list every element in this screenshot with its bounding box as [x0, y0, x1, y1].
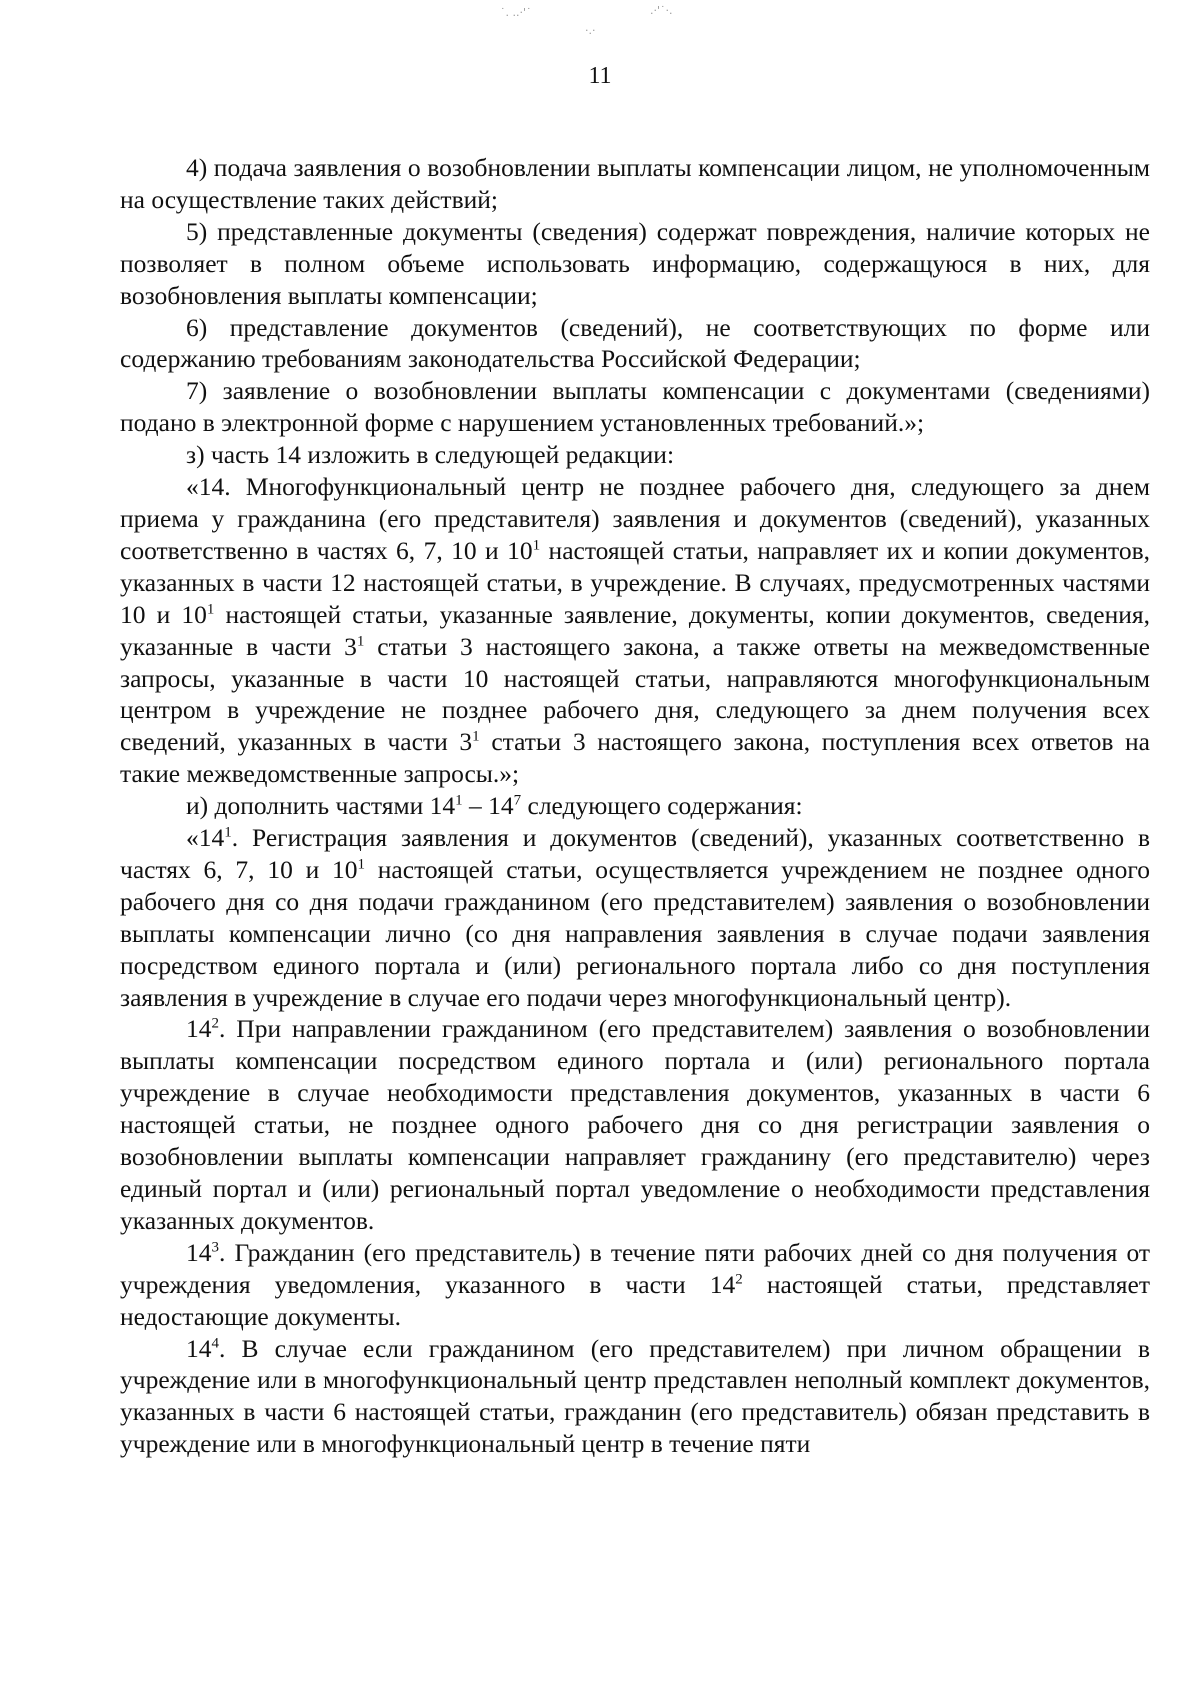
text-run: з) часть 14 изложить в следующей редакции: — [186, 440, 675, 470]
scan-speck: .·'˙·. — [650, 4, 673, 17]
superscript: 7 — [513, 792, 522, 809]
paragraph — [120, 312, 1150, 376]
text-run: настоящей статьи, указанные заявление, документы, копии документов, сведения, указанные в части 3 — [120, 599, 1150, 661]
paragraph — [120, 439, 1150, 471]
superscript: 4 — [211, 1335, 219, 1352]
text-run: 14 — [186, 1237, 212, 1267]
superscript: 1 — [356, 633, 365, 650]
superscript: 1 — [472, 728, 480, 745]
superscript: 1 — [532, 537, 541, 554]
text-run: 4) подача заявления о возобновлении выплаты компенсации лицом, не уполномоченным на осуществление таких действий; — [120, 153, 1150, 214]
text-run: и) дополнить частями 14 — [186, 791, 456, 821]
text-run: «14 — [186, 823, 225, 853]
text-run: 5) представленные документы (сведения) содержат повреждения, наличие которых не позволяет в полном объеме использовать информацию, содержащуюся в них, для возобновления выплаты компенсации; — [120, 216, 1150, 310]
text-run: 14 — [186, 1333, 212, 1363]
superscript: 3 — [211, 1239, 219, 1256]
text-run: «14. Многофункциональный центр не позднее рабочего дня, следующего за днем приема у гражданина (его представителя) заявления и документов (сведений), указанных соответственно в частях 6, 7, 10 и 10 — [120, 472, 1150, 565]
superscript: 1 — [455, 792, 463, 809]
paragraph — [120, 375, 1150, 439]
paragraph — [120, 1013, 1150, 1236]
text-run: – 14 — [462, 791, 514, 821]
text-run: статьи 3 настоящего закона, поступления всех ответов на такие межведомственные запросы.»; — [120, 727, 1150, 789]
text-run: 6) представление документов (сведений), не соответствующих по форме или содержанию требованиям законодательства Российской Федерации; — [120, 312, 1150, 374]
text-run: 7) заявление о возобновлении выплаты компенсации с документами (сведениями) подано в электронной форме с нарушением установленных требований.»; — [120, 376, 1150, 438]
page-number: 11 — [588, 63, 612, 89]
text-run: следующего содержания: — [521, 791, 803, 821]
text-run: статьи 3 настоящего закона, а также ответы на межведомственные запросы, указанные в части 10 настоящей статьи, направляются многофункциональным центром в учреждение не позднее рабочего дня, следующего за днем получения всех сведений, указанных в части 3 — [120, 631, 1150, 757]
paragraph — [120, 152, 1150, 216]
text-run: настоящей статьи, осуществляется учреждением не позднее одного рабочего дня со дня подачи гражданином (его представителем) заявления о возобновлении выплаты компенсации лично (со дня направления заявления в случае подачи заявления посредством единого портала и (или) регионального портала либо со дня поступления заявления в учреждение в случае его подачи через многофункциональный центр). — [120, 854, 1150, 1012]
superscript: 1 — [224, 824, 232, 841]
text-run: настоящей статьи, представляет недостающие документы. — [120, 1269, 1150, 1331]
paragraph — [120, 822, 1150, 1013]
paragraph — [120, 1237, 1150, 1333]
text-run: 14 — [186, 1014, 212, 1044]
paragraph — [120, 790, 1150, 822]
text-run: настоящей статьи, направляет их и копии документов, указанных в части 12 настоящей статьи, в учреждение. В случаях, предусмотренных частями 10 и 10 — [120, 535, 1150, 629]
document-body — [120, 152, 1150, 1460]
superscript: 1 — [357, 856, 366, 873]
paragraph — [120, 216, 1150, 312]
text-run: . Регистрация заявления и документов (сведений), указанных соответственно в частях 6, 7, 10 и 10 — [120, 823, 1150, 884]
superscript: 2 — [211, 1015, 219, 1032]
text-run: . При направлении гражданином (его представителем) заявления о возобновлении выплаты компенсации посредством единого портала и (или) регионального портала учреждение в случае необходимости представления документов, указанных в части 6 настоящей статьи, не позднее одного рабочего дня со дня регистрации заявления о возобновлении выплаты компенсации направляет гражданину (его представителю) через единый портал и (или) региональный портал уведомление о необходимости представления указанных документов. — [120, 1014, 1150, 1235]
superscript: 1 — [206, 601, 215, 618]
text-run: . В случае если гражданином (его представителем) при личном обращении в учреждение или в многофункциональный центр представлен неполный комплект документов, указанных в части 6 настоящей статьи, гражданин (его представитель) обязан представить в учреждение или в многофункциональный центр в течение пяти — [120, 1333, 1150, 1459]
paragraph — [120, 1333, 1150, 1461]
paragraph — [120, 471, 1150, 790]
scan-speck: ·.· — [585, 24, 596, 37]
superscript: 2 — [735, 1271, 743, 1288]
text-run: . Гражданин (его представитель) в течение пяти рабочих дней со дня получения от учреждения уведомления, указанного в части 14 — [120, 1237, 1150, 1299]
scan-speck: ˙. ..·'˙ — [500, 6, 532, 19]
